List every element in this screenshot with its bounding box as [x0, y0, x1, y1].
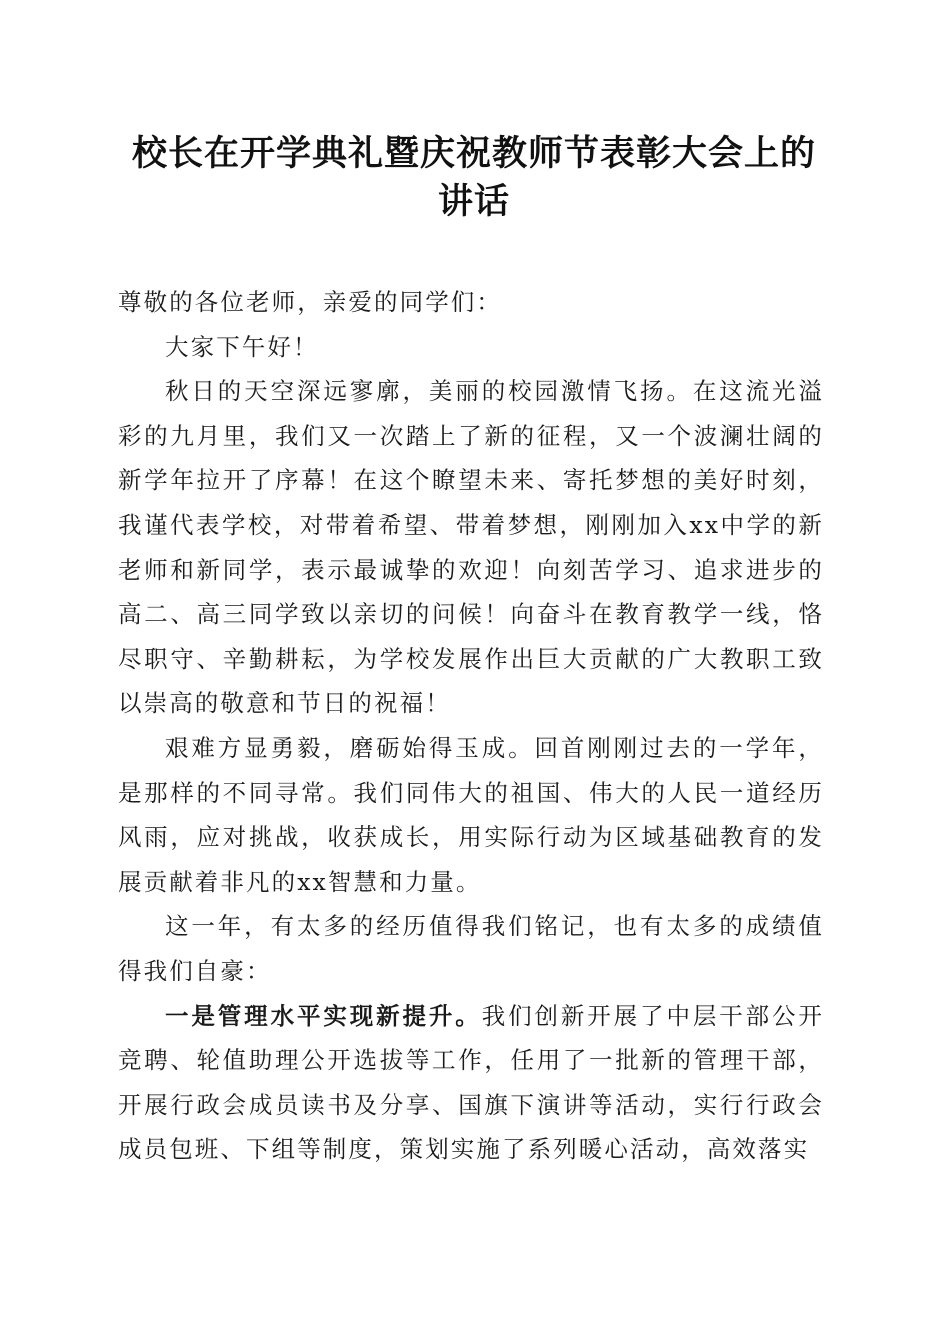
- paragraph-review: 艰难方显勇毅，磨砺始得玉成。回首刚刚过去的一学年，是那样的不同寻常。我们同伟大的祖国、伟大的人民一道经历风雨，应对挑战，收获成长，用实际行动为区域基础教育的发展贡献着非凡的xx智慧和力量。: [118, 733, 824, 896]
- paragraph-achievements-intro: 这一年，有太多的经历值得我们铭记，也有太多的成绩值得我们自豪：: [118, 912, 824, 985]
- document-title: 校长在开学典礼暨庆祝教师节表彰大会上的讲话: [131, 133, 816, 222]
- paragraph-opening: 秋日的天空深远寥廓，美丽的校园激情飞扬。在这流光溢彩的九月里，我们又一次踏上了新的征程，又一个波澜壮阔的新学年拉开了序幕！在这个瞭望未来、寄托梦想的美好时刻，我谨代表学校，对带着希望、带着梦想，刚刚加入xx中学的新老师和新同学，表示最诚挚的欢迎！向刻苦学习、追求进步的高二、高三同学致以亲切的问候！向奋斗在教育教学一线，恪尽职守、辛勤耕耘，为学校发展作出巨大贡献的广大教职工致以崇高的敬意和节日的祝福！: [118, 377, 824, 718]
- paragraph-management-text: 我们创新开展了中层干部公开竞聘、轮值助理公开选拔等工作，任用了一批新的管理干部，开展行政会成员读书及分享、国旗下演讲等活动，实行行政会成员包班、下组等制度，策划实施了系列暖心活动，高效落实: [118, 1001, 824, 1164]
- greeting: 大家下午好！: [165, 332, 319, 361]
- salutation: 尊敬的各位老师，亲爱的同学们：: [118, 288, 502, 316]
- paragraph-lead-heading: 一是管理水平实现新提升。: [165, 1001, 482, 1030]
- paragraph-management: [118, 994, 824, 1172]
- document-body: [118, 280, 824, 1172]
